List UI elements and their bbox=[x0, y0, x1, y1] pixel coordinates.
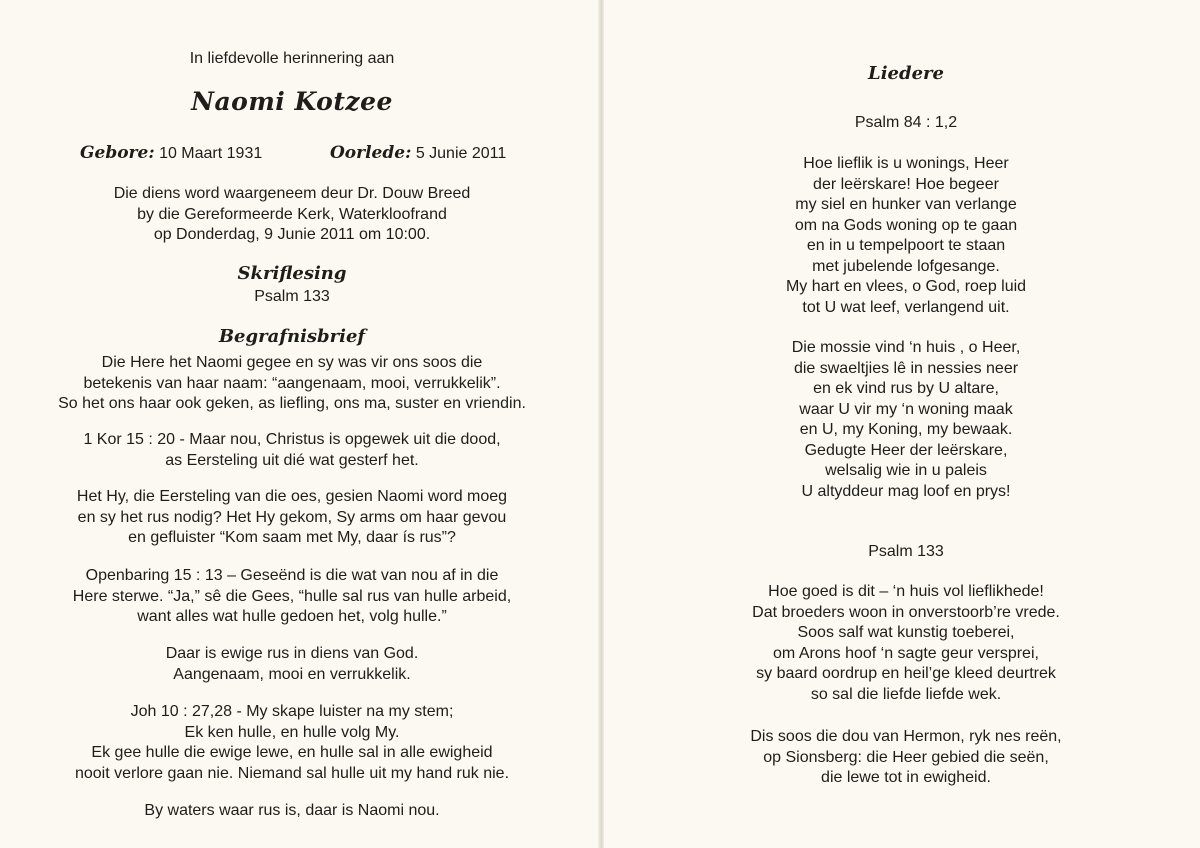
born-label: Gebore: bbox=[80, 143, 155, 163]
songs-heading: Liedere bbox=[868, 63, 944, 84]
died-label: Oorlede: bbox=[330, 143, 412, 163]
letter-paragraph-2: 1 Kor 15 : 20 - Maar nou, Christus is opgewek uit die dood, as Eersteling uit dié wat gesterf het. bbox=[83, 431, 501, 469]
born-date: 10 Maart 1931 bbox=[159, 145, 263, 162]
song2-verse-2: Dis soos die dou van Hermon, ryk nes reën, op Sionsberg: die Heer gebied die seën, die lewe tot in ewigheid. bbox=[750, 728, 1062, 786]
letter-paragraph-3: Het Hy, die Eersteling van die oes, gesien Naomi word moeg en sy het rus nodig? Het Hy gekom, Sy arms om haar gevou en gefluister “Kom saam met My, daar ís rus”? bbox=[76, 488, 508, 546]
song1-title: Psalm 84 : 1,2 bbox=[854, 114, 958, 131]
letter-paragraph-5: Daar is ewige rus in diens van God. Aangenaam, mooi en verrukkelik. bbox=[165, 645, 419, 683]
song1-verse-1: Hoe lieflik is u wonings, Heer der leërskare! Hoe begeer my siel en hunker van verlange om na Gods woning op te gaan en in u tempelpoort te staan met jubelende lofgesange. My hart en vlees, o God, roep luid tot U wat leef, verlangend uit. bbox=[785, 155, 1027, 316]
reading-psalm: Psalm 133 bbox=[254, 288, 330, 305]
song1-verse-2: Die mossie vind ‘n huis , o Heer, die swaeltjies lê in nessies neer en ek vind rus by U altare, waar U vir my ‘n woning maak en U, my Koning, my bewaak. Gedugte Heer der leërskare, welsalig wie in u paleis U altyddeur mag loof en prys! bbox=[791, 339, 1021, 500]
service-details: Die diens word waargeneem deur Dr. Douw Breed by die Gereformeerde Kerk, Waterkloofrand op Donderdag, 9 Junie 2011 om 10:00. bbox=[113, 185, 471, 243]
letter-paragraph-6: Joh 10 : 27,28 - My skape luister na my stem; Ek ken hulle, en hulle volg My. Ek gee hulle die ewige lewe, en hulle sal in alle ewigheid nooit verlore gaan nie. Niemand sal hulle uit my hand ruk nie. bbox=[74, 703, 510, 782]
song2-title: Psalm 133 bbox=[868, 543, 944, 560]
died-date: 5 Junie 2011 bbox=[415, 145, 507, 162]
letter-paragraph-4: Openbaring 15 : 13 – Geseënd is die wat van nou af in die Here sterwe. “Ja,” sê die Gees, “hulle sal rus van hulle arbeid, want alles wat hulle gedoen het, volg hulle.” bbox=[72, 567, 512, 625]
birth-date-row bbox=[80, 143, 262, 165]
letter-closing: By waters waar rus is, daar is Naomi nou. bbox=[144, 802, 440, 819]
letter-heading: Begrafnisbrief bbox=[218, 326, 366, 347]
right-page bbox=[604, 0, 1200, 848]
intro-line: In liefdevolle herinnering aan bbox=[189, 50, 395, 67]
letter-paragraph-1: Die Here het Naomi gegee en sy was vir ons soos die betekenis van haar naam: “aangenaam, mooi, verrukkelik”. So het ons haar ook geken, as liefling, ons ma, suster en vriendin. bbox=[58, 354, 526, 412]
reading-heading: Skriflesing bbox=[237, 263, 347, 284]
song2-verse-1: Hoe goed is dit – ‘n huis vol lieflikhede! Dat broeders woon in onverstoorb’re vrede. Soos salf wat kunstig toeberei, om Arons hoof ‘n sagte geur versprei, sy baard oordrup en heil’ge kleed deurtrek so sal die liefde liefde wek. bbox=[752, 583, 1060, 703]
death-date-row bbox=[330, 143, 506, 165]
deceased-name: Naomi Kotzee bbox=[191, 87, 393, 116]
